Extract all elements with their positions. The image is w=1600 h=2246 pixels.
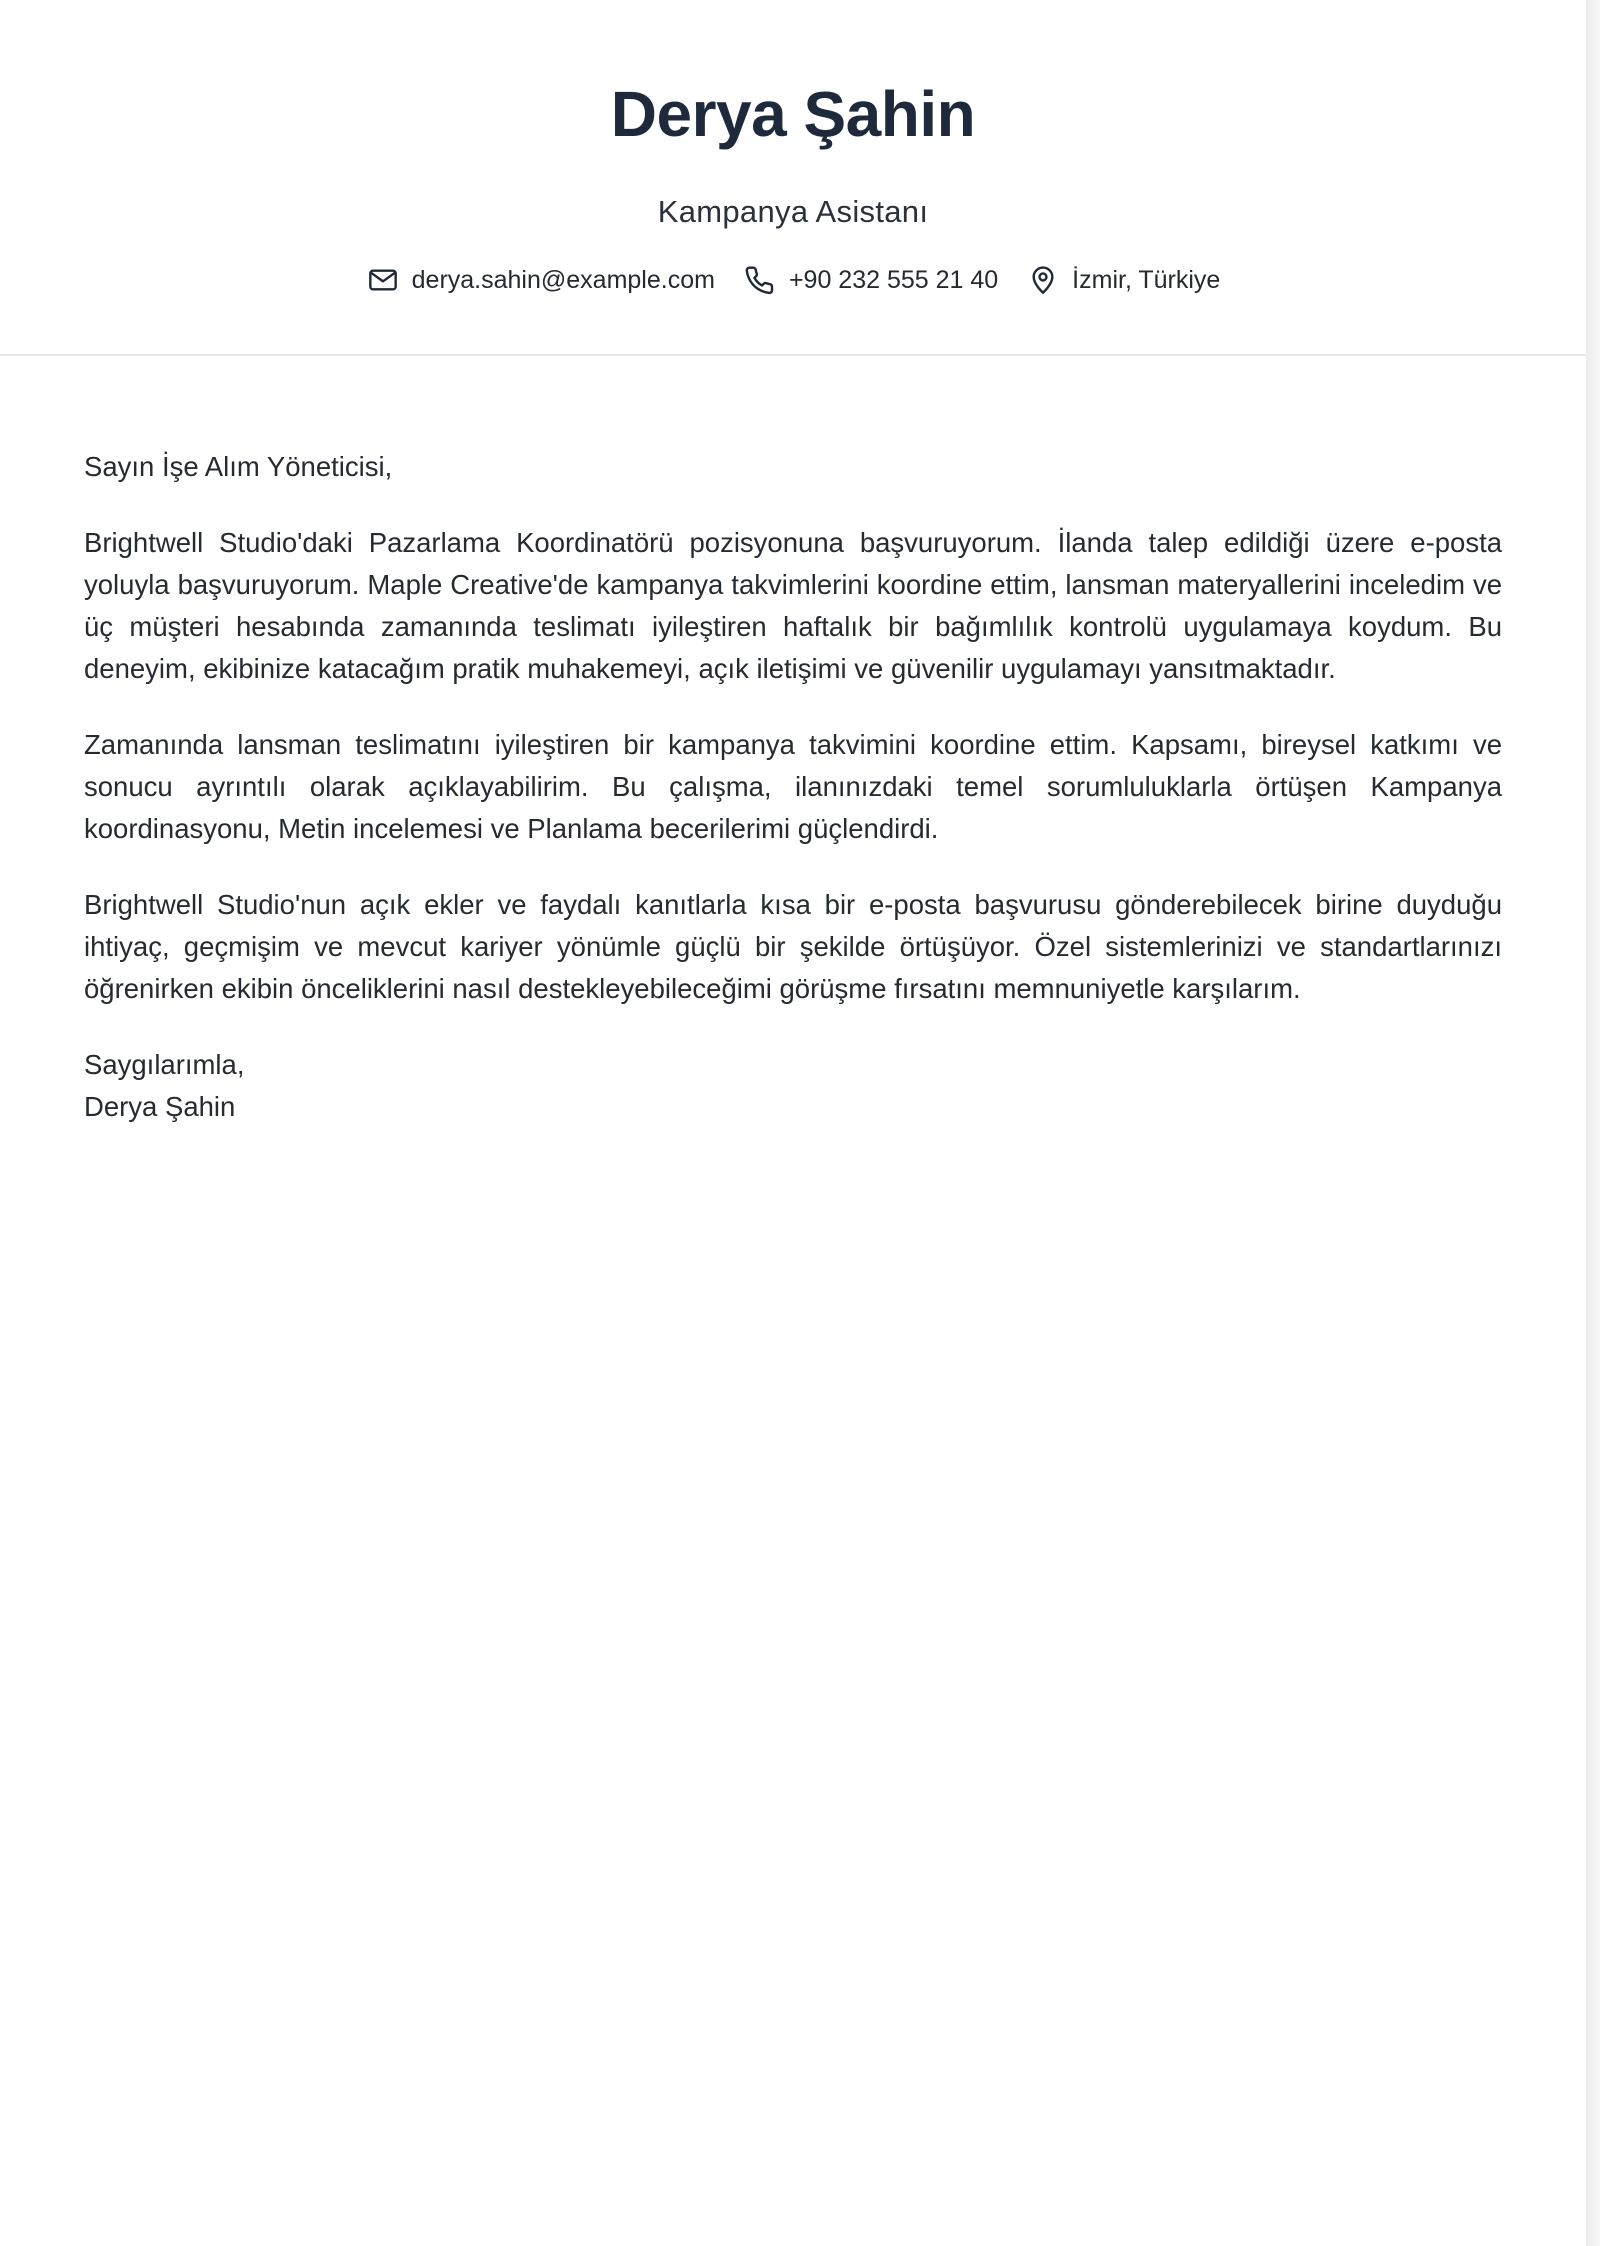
closing: Saygılarımla, bbox=[84, 1049, 245, 1080]
contact-location-text: İzmir, Türkiye bbox=[1072, 266, 1221, 294]
applicant-name: Derya Şahin bbox=[610, 78, 976, 150]
contact-info bbox=[0, 262, 1586, 298]
page-edge-shadow bbox=[1586, 0, 1600, 2246]
phone-icon bbox=[743, 263, 777, 297]
letter-header bbox=[0, 0, 1586, 356]
letter-body bbox=[84, 446, 1502, 1128]
location-pin-icon bbox=[1026, 263, 1060, 297]
contact-phone-text[interactable]: +90 232 555 21 40 bbox=[788, 266, 999, 294]
applicant-job-title: Kampanya Asistanı bbox=[657, 194, 929, 229]
body-paragraph-1: Brightwell Studio'daki Pazarlama Koordinatörü pozisyonuna başvuruyorum. İlanda talep edildiği üzere e-posta yoluyla başvuruyorum. Maple Creative'de kampanya takvimlerini koordine ettim, lansman materyallerini inceledim ve üç müşteri hesabında zamanında teslimatı iyileştiren haftalık bir bağımlılık kontrolü uygulamaya koydum. Bu deneyim, ekibinize katacağım pratik muhakemeyi, açık iletişimi ve güvenilir uygulamayı yansıtmaktadır. bbox=[84, 527, 1502, 684]
mail-icon bbox=[366, 263, 400, 297]
body-paragraph-2: Zamanında lansman teslimatını iyileştiren bir kampanya takvimini koordine ettim. Kapsamı, bireysel katkımı ve sonucu ayrıntılı olarak açıklayabilirim. Bu çalışma, ilanınızdaki temel sorumluluklarla örtüşen Kampanya koordinasyonu, Metin incelemesi ve Planlama becerilerimi güçlendirdi. bbox=[84, 729, 1502, 844]
contact-email[interactable] bbox=[366, 262, 715, 298]
salutation: Sayın İşe Alım Yöneticisi, bbox=[84, 451, 393, 482]
contact-location bbox=[1026, 262, 1220, 298]
signature-name: Derya Şahin bbox=[84, 1091, 236, 1122]
contact-phone[interactable] bbox=[743, 262, 998, 298]
contact-email-text[interactable]: derya.sahin@example.com bbox=[411, 266, 715, 294]
body-paragraph-3: Brightwell Studio'nun açık ekler ve faydalı kanıtlarla kısa bir e-posta başvurusu gönderebilecek birine duyduğu ihtiyaç, geçmişim ve mevcut kariyer yönümle güçlü bir şekilde örtüşüyor. Özel sistemlerinizi ve standartlarınızı öğrenirken ekibin önceliklerini nasıl destekleyebileceğimi görüşme fırsatını memnuniyetle karşılarım. bbox=[84, 889, 1502, 1004]
